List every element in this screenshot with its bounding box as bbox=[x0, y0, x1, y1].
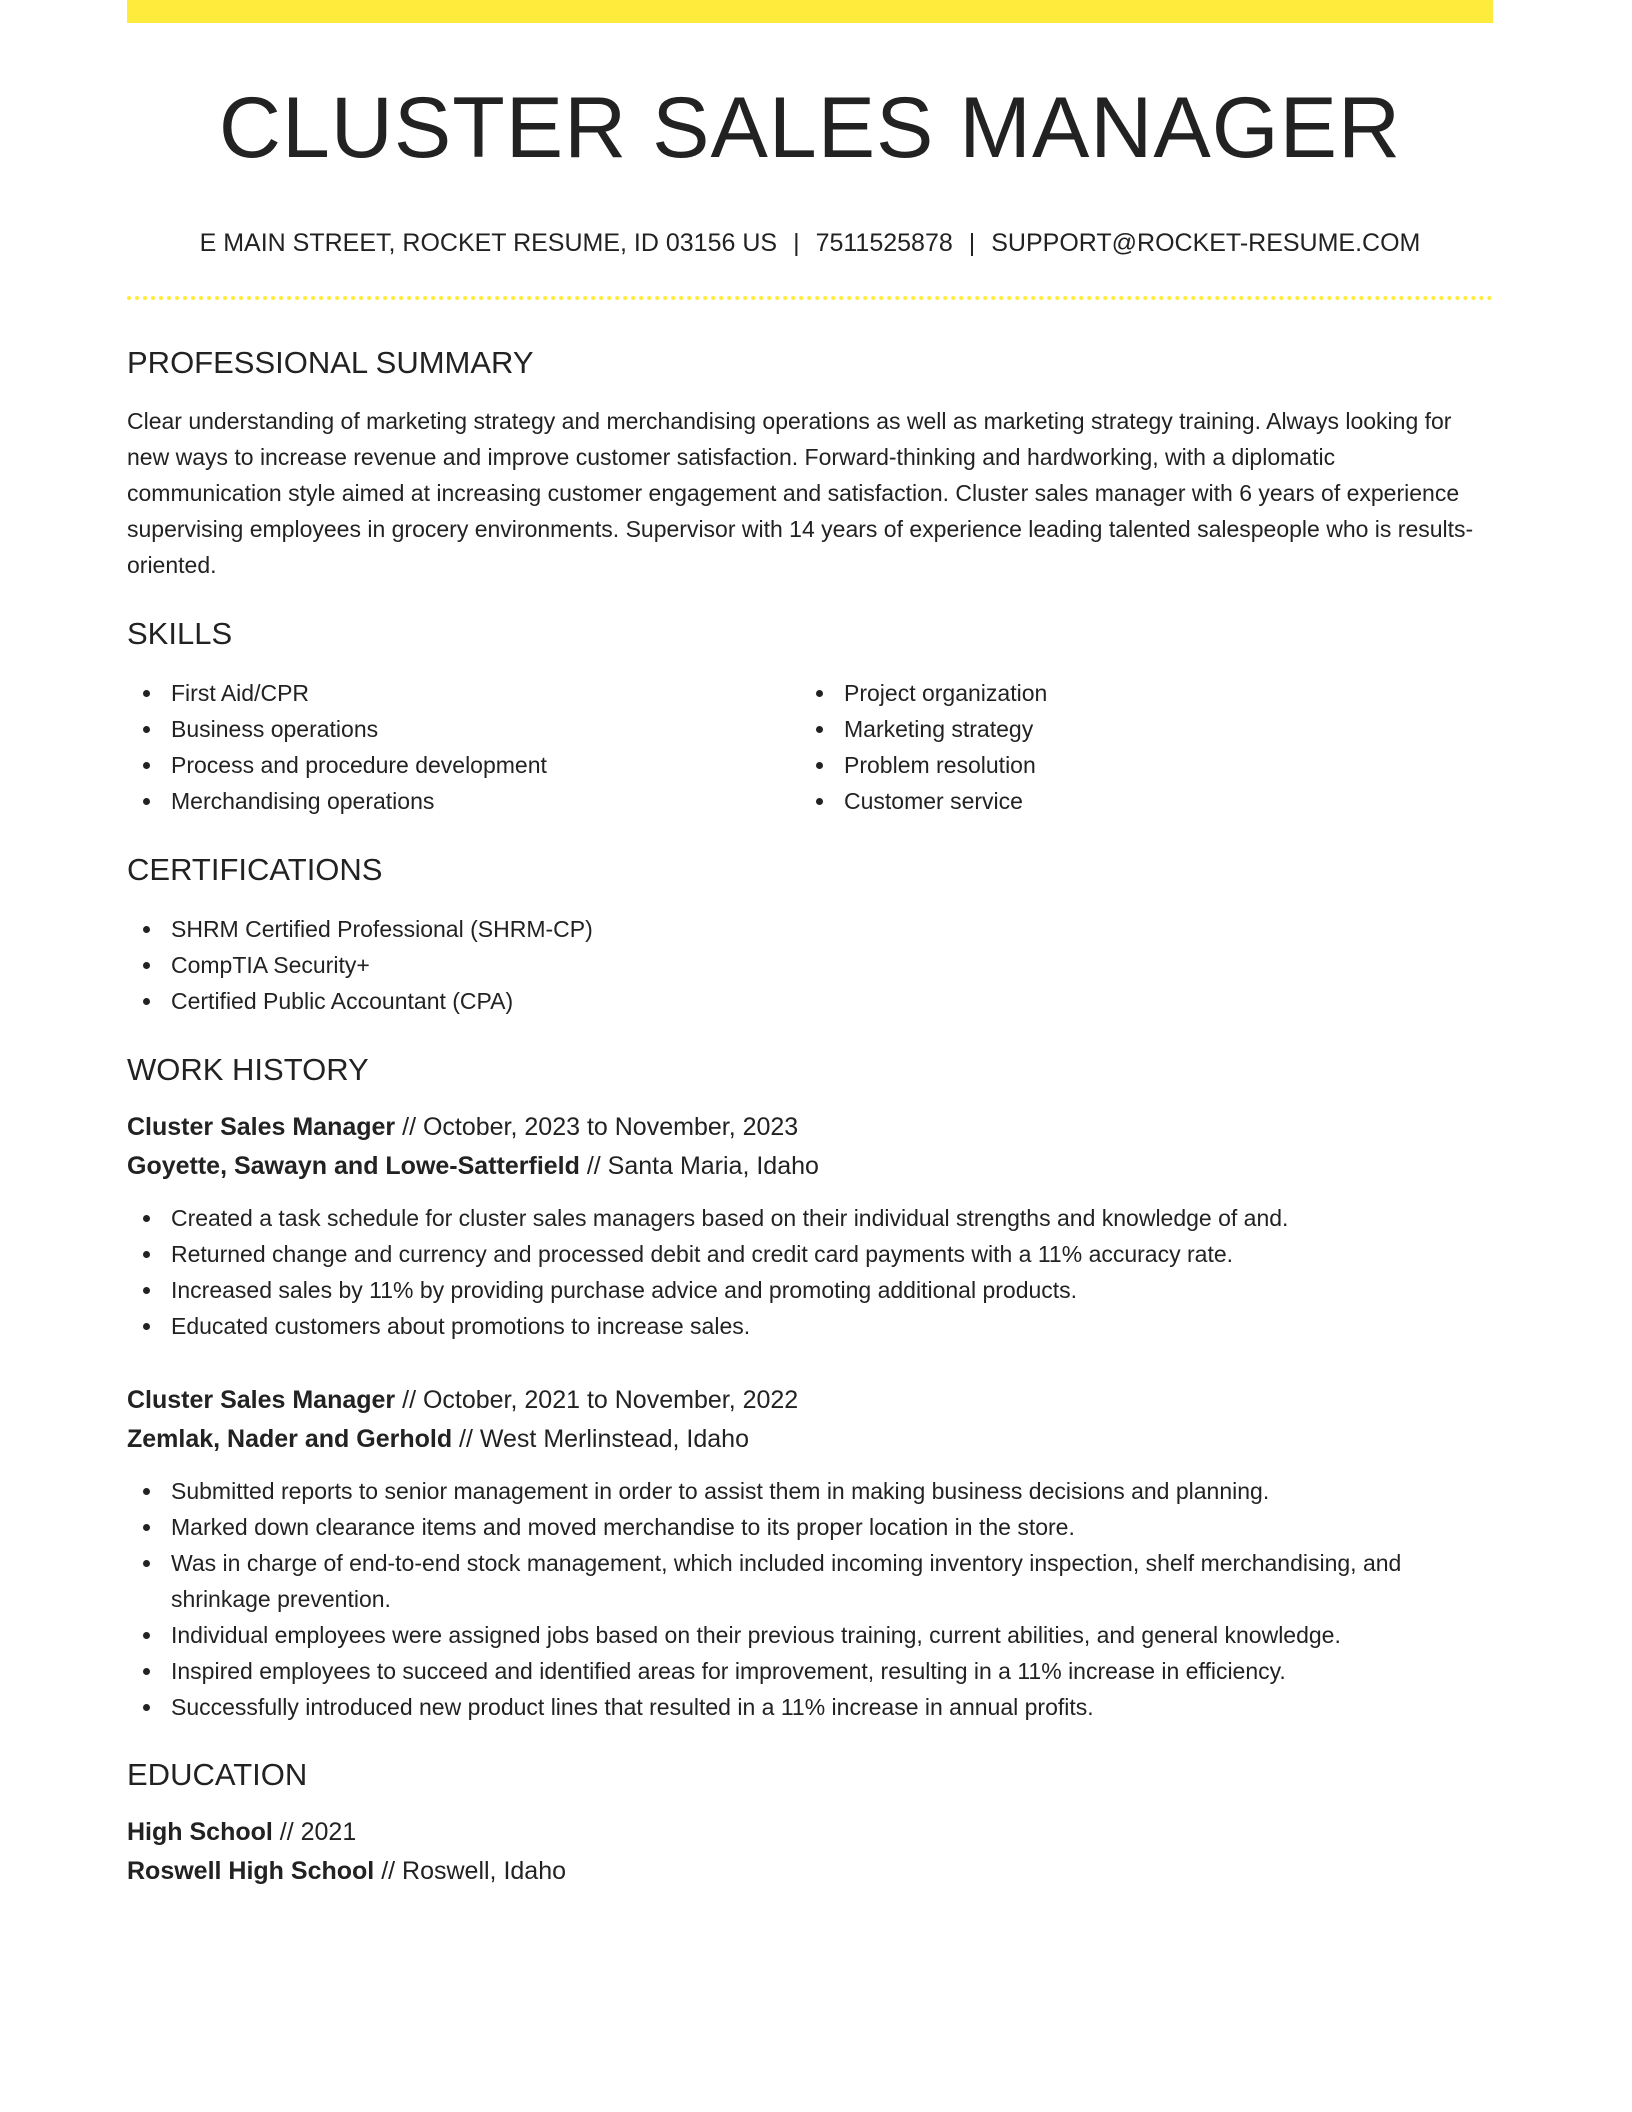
education-location: // Roswell, Idaho bbox=[374, 1857, 567, 1885]
contact-email: SUPPORT@ROCKET-RESUME.COM bbox=[991, 229, 1421, 257]
dotted-divider bbox=[127, 296, 1493, 300]
certification-item: Certified Public Accountant (CPA) bbox=[127, 983, 1493, 1019]
job-location: // West Merlinstead, Idaho bbox=[452, 1425, 749, 1453]
contact-address: E MAIN STREET, ROCKET RESUME, ID 03156 US bbox=[199, 229, 778, 257]
job-entry bbox=[127, 1108, 1493, 1344]
certifications-heading: CERTIFICATIONS bbox=[127, 852, 383, 887]
skill-item: First Aid/CPR bbox=[127, 675, 800, 711]
skills-grid bbox=[127, 675, 1493, 819]
job-role: Cluster Sales Manager bbox=[127, 1113, 396, 1141]
skill-item: Business operations bbox=[127, 711, 800, 747]
education-degree: High School bbox=[127, 1818, 273, 1846]
job-bullets bbox=[127, 1473, 1493, 1725]
certification-item: SHRM Certified Professional (SHRM-CP) bbox=[127, 911, 1493, 947]
skill-item: Marketing strategy bbox=[800, 711, 1473, 747]
contact-line bbox=[127, 231, 1493, 256]
education-entry bbox=[127, 1813, 1493, 1891]
job-role-line bbox=[127, 1381, 1493, 1420]
education-school: Roswell High School bbox=[127, 1857, 375, 1885]
job-bullet: Individual employees were assigned jobs based on their previous training, current abilities, and general knowledge. bbox=[127, 1617, 1493, 1653]
job-company-line bbox=[127, 1147, 1493, 1186]
job-bullet: Returned change and currency and processed debit and credit card payments with a 11% accuracy rate. bbox=[127, 1236, 1493, 1272]
job-bullet: Created a task schedule for cluster sales managers based on their individual strengths and knowledge of and. bbox=[127, 1200, 1493, 1236]
job-bullet: Inspired employees to succeed and identified areas for improvement, resulting in a 11% increase in efficiency. bbox=[127, 1653, 1493, 1689]
skill-item: Project organization bbox=[800, 675, 1473, 711]
job-bullet: Was in charge of end-to-end stock management, which included incoming inventory inspection, shelf merchandising, and shrinkage prevention. bbox=[127, 1545, 1493, 1617]
job-role-line bbox=[127, 1108, 1493, 1147]
education-school-line bbox=[127, 1852, 1493, 1891]
summary-text: Clear understanding of marketing strategy and merchandising operations as well as marketing strategy training. Always looking for new ways to increase revenue and improve customer satisfaction. Forward-thinking and hardworking, with a diplomatic communication style aimed at increasing customer engagement and satisfaction. Cluster sales manager with 6 years of experience supervising employees in grocery environments. Supervisor with 14 years of experience leading talented salespeople who is results-oriented. bbox=[127, 408, 1474, 578]
job-role: Cluster Sales Manager bbox=[127, 1386, 396, 1414]
skill-item: Process and procedure development bbox=[127, 747, 800, 783]
skills-list-left bbox=[127, 675, 800, 819]
summary-heading: PROFESSIONAL SUMMARY bbox=[127, 345, 534, 380]
work-history-heading: WORK HISTORY bbox=[127, 1052, 369, 1087]
job-bullet: Marked down clearance items and moved merchandise to its proper location in the store. bbox=[127, 1509, 1493, 1545]
certifications-list bbox=[127, 911, 1493, 1019]
job-company: Zemlak, Nader and Gerhold bbox=[127, 1425, 453, 1453]
skills-heading: SKILLS bbox=[127, 616, 233, 651]
education-year: // 2021 bbox=[272, 1818, 357, 1846]
skill-item: Problem resolution bbox=[800, 747, 1473, 783]
education-heading: EDUCATION bbox=[127, 1757, 308, 1792]
job-dates: // October, 2023 to November, 2023 bbox=[395, 1113, 799, 1141]
skills-list-right bbox=[800, 675, 1473, 819]
job-bullet: Increased sales by 11% by providing purchase advice and promoting additional products. bbox=[127, 1272, 1493, 1308]
resume-name: CLUSTER SALES MANAGER bbox=[218, 80, 1402, 176]
accent-top-bar bbox=[127, 0, 1493, 23]
skill-item: Merchandising operations bbox=[127, 783, 800, 819]
resume-page bbox=[127, 0, 1493, 1891]
job-company: Goyette, Sawayn and Lowe-Satterfield bbox=[127, 1152, 580, 1180]
job-bullet: Submitted reports to senior management in order to assist them in making business decisions and planning. bbox=[127, 1473, 1493, 1509]
contact-separator: | bbox=[968, 229, 976, 257]
education-degree-line bbox=[127, 1813, 1493, 1852]
contact-phone: 7511525878 bbox=[815, 229, 953, 257]
job-location: // Santa Maria, Idaho bbox=[579, 1152, 819, 1180]
job-bullets bbox=[127, 1200, 1493, 1344]
job-entry bbox=[127, 1381, 1493, 1725]
job-company-line bbox=[127, 1420, 1493, 1459]
job-bullet: Educated customers about promotions to increase sales. bbox=[127, 1308, 1493, 1344]
job-dates: // October, 2021 to November, 2022 bbox=[395, 1386, 799, 1414]
skill-item: Customer service bbox=[800, 783, 1473, 819]
job-bullet: Successfully introduced new product lines that resulted in a 11% increase in annual profits. bbox=[127, 1689, 1493, 1725]
certification-item: CompTIA Security+ bbox=[127, 947, 1493, 983]
contact-separator: | bbox=[793, 229, 800, 257]
